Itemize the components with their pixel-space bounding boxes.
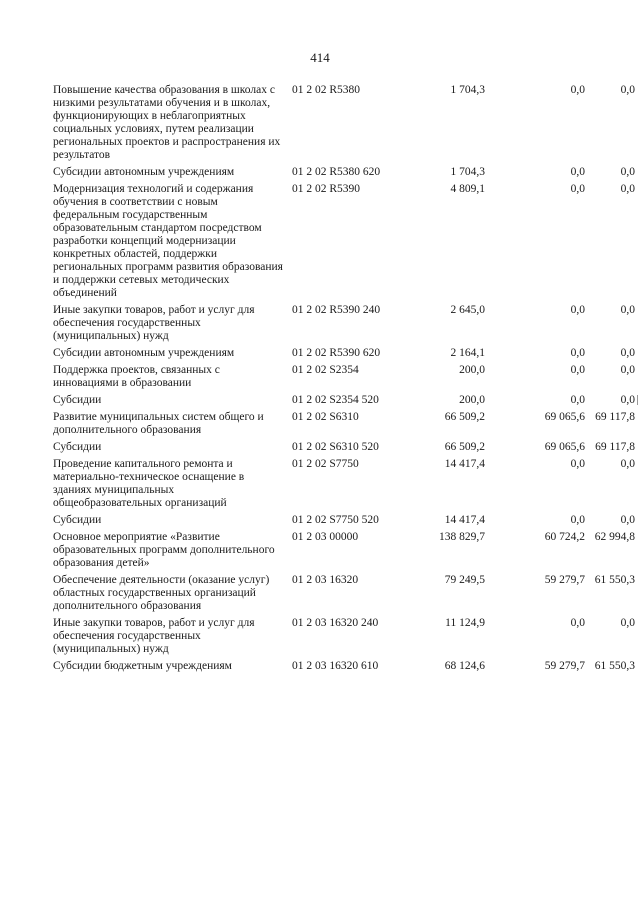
row-value-3: 0,0 <box>620 166 635 178</box>
row-value-2: 0,0 <box>570 183 585 195</box>
row-value-1: 200,0 <box>459 394 485 406</box>
row-name: Основное мероприятие «Развитие образовательных программ дополнительного образования детей» <box>53 531 275 569</box>
row-value-3: 69 117,8 <box>595 411 635 423</box>
row-value-1: 2 164,1 <box>450 347 485 359</box>
row-code: 01 2 02 R5390 620 <box>292 347 381 359</box>
row-value-3: 0,0 <box>620 514 635 526</box>
row-name: Обеспечение деятельности (оказание услуг) областных государственных организаций дополнительного образования <box>53 574 270 612</box>
row-name: Проведение капитального ремонта и материально-техническое оснащение в зданиях муниципальных общеобразовательных организаций <box>53 458 245 509</box>
row-value-2: 0,0 <box>570 458 585 470</box>
row-value-1: 4 809,1 <box>450 183 485 195</box>
row-value-1: 1 704,3 <box>450 84 485 96</box>
row-name: Развитие муниципальных систем общего и дополнительного образования <box>53 411 264 436</box>
row-value-2: 0,0 <box>570 364 585 376</box>
row-code: 01 2 02 R5380 620 <box>292 166 381 178</box>
row-value-1: 14 417,4 <box>444 458 485 470</box>
row-code: 01 2 02 S6310 <box>292 411 359 423</box>
row-value-2: 0,0 <box>570 347 585 359</box>
row-value-3: 0,0 <box>620 394 635 406</box>
row-value-3: 0,0 <box>620 84 635 96</box>
table-row <box>53 411 635 437</box>
row-value-3: 0,0 <box>620 364 635 376</box>
row-name: Субсидии бюджетным учреждениям <box>53 660 232 672</box>
table-row <box>53 394 635 407</box>
row-value-1: 11 124,9 <box>445 617 485 629</box>
row-value-3: 0,0 <box>620 617 635 629</box>
row-name: Субсидии автономным учреждениям <box>53 166 235 178</box>
row-code: 01 2 03 16320 610 <box>292 660 379 672</box>
row-value-3: 0,0 <box>620 304 635 316</box>
table-row <box>53 441 635 454</box>
row-name: Повышение качества образования в школах с низкими результатами обучения и в школах, функционирующих в неблагоприятных социальных условиях, путем реализации региональных проектов и распространения их результатов <box>53 84 281 161</box>
row-value-2: 60 724,2 <box>544 531 585 543</box>
row-value-1: 138 829,7 <box>439 531 485 543</box>
page-number: 414 <box>310 50 330 65</box>
table-row <box>53 660 635 673</box>
table-row <box>53 531 635 570</box>
table-row <box>53 166 635 179</box>
table-row <box>53 574 635 613</box>
row-value-1: 2 645,0 <box>450 304 485 316</box>
budget-table <box>53 84 635 677</box>
row-value-1: 79 249,5 <box>444 574 485 586</box>
row-value-3: 0,0 <box>620 458 635 470</box>
row-code: 01 2 02 S2354 520 <box>292 394 379 406</box>
row-value-2: 59 279,7 <box>544 574 585 586</box>
row-value-3: 69 117,8 <box>595 441 635 453</box>
row-value-2: 0,0 <box>570 394 585 406</box>
table-row <box>53 514 635 527</box>
scan-margin-mark <box>637 395 638 405</box>
row-value-2: 0,0 <box>570 514 585 526</box>
row-value-1: 66 509,2 <box>444 441 485 453</box>
row-code: 01 2 02 R5380 <box>292 84 361 96</box>
row-value-1: 14 417,4 <box>444 514 485 526</box>
table-row <box>53 458 635 510</box>
row-code: 01 2 02 R5390 240 <box>292 304 381 316</box>
table-row <box>53 84 635 162</box>
row-value-2: 59 279,7 <box>544 660 585 672</box>
row-name: Субсидии <box>53 394 102 406</box>
row-code: 01 2 02 S7750 <box>292 458 359 470</box>
row-name: Иные закупки товаров, работ и услуг для обеспечения государственных (муниципальных) нужд <box>53 304 255 342</box>
row-value-3: 62 994,8 <box>594 531 635 543</box>
row-value-3: 61 550,3 <box>594 574 635 586</box>
row-code: 01 2 02 S2354 <box>292 364 359 376</box>
row-value-2: 69 065,6 <box>544 441 585 453</box>
table-row <box>53 347 635 360</box>
row-name: Модернизация технологий и содержания обучения в соответствии с новым федеральным государственным образовательным стандартом посредством разработки концепций модернизации конкретных областей, поддержки региональных программ развития образования и поддержки сетевых методических объединений <box>53 183 283 299</box>
row-name: Субсидии автономным учреждениям <box>53 347 235 359</box>
row-name: Субсидии <box>53 441 102 453</box>
row-value-2: 0,0 <box>570 304 585 316</box>
row-value-3: 61 550,3 <box>594 660 635 672</box>
table-row <box>53 304 635 343</box>
row-code: 01 2 02 S7750 520 <box>292 514 379 526</box>
row-code: 01 2 02 R5390 <box>292 183 361 195</box>
row-value-1: 1 704,3 <box>450 166 485 178</box>
row-code: 01 2 02 S6310 520 <box>292 441 379 453</box>
row-value-2: 0,0 <box>570 166 585 178</box>
row-name: Субсидии <box>53 514 102 526</box>
row-value-1: 68 124,6 <box>444 660 485 672</box>
row-code: 01 2 03 16320 240 <box>292 617 379 629</box>
row-value-1: 200,0 <box>459 364 485 376</box>
row-value-3: 0,0 <box>620 347 635 359</box>
row-value-2: 0,0 <box>570 84 585 96</box>
row-value-1: 66 509,2 <box>444 411 485 423</box>
row-name: Поддержка проектов, связанных с инновациями в образовании <box>53 364 220 389</box>
row-value-3: 0,0 <box>620 183 635 195</box>
table-row <box>53 617 635 656</box>
table-row <box>53 364 635 390</box>
row-value-2: 69 065,6 <box>544 411 585 423</box>
table-row <box>53 183 635 300</box>
row-value-2: 0,0 <box>570 617 585 629</box>
row-name: Иные закупки товаров, работ и услуг для обеспечения государственных (муниципальных) нужд <box>53 617 255 655</box>
row-code: 01 2 03 16320 <box>292 574 359 586</box>
row-code: 01 2 03 00000 <box>292 531 359 543</box>
